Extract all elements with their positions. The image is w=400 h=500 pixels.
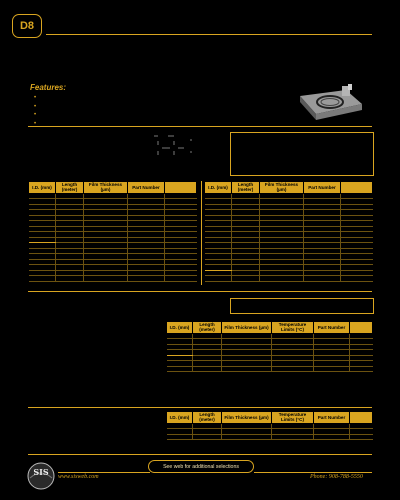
spec-table-middle <box>166 321 373 372</box>
feature-bullet <box>34 103 39 112</box>
section-code: D8 <box>19 20 35 32</box>
column-photo <box>292 82 364 122</box>
column-header: Length (meter) <box>56 182 84 194</box>
column-header: Temperature Limits (°C) <box>272 412 314 424</box>
features-title: Features: <box>30 83 67 92</box>
table-row <box>29 276 197 282</box>
spec-table-left <box>28 181 197 282</box>
table-divider <box>201 181 202 285</box>
column-header: Film Thickness (µm) <box>260 182 304 194</box>
logo-text: SIS <box>33 467 49 477</box>
column-header: I.D. (mm) <box>205 182 232 194</box>
column-header: Film Thickness (µm) <box>222 322 272 334</box>
table-row <box>205 276 373 282</box>
website-link[interactable]: www.sisweb.com <box>58 474 99 480</box>
header-rule <box>46 34 372 35</box>
section-rule <box>28 407 372 408</box>
column-header: Temperature Limits (°C) <box>272 322 314 334</box>
column-header: Part Number <box>304 182 341 194</box>
column-header: Part Number <box>314 412 350 424</box>
column-header: Length (meter) <box>193 412 222 424</box>
section-badge <box>12 14 42 38</box>
section-rule <box>28 454 372 455</box>
column-header: Part Number <box>314 322 350 334</box>
spec-table-bottom <box>166 411 373 440</box>
phase-structure-diagram <box>148 132 200 160</box>
info-box <box>230 132 374 176</box>
column-header <box>350 412 373 424</box>
section-rule <box>28 126 372 127</box>
phone-number: Phone: 908-788-5550 <box>310 474 363 480</box>
table-row <box>167 366 373 372</box>
column-header <box>341 182 373 194</box>
column-header <box>165 182 197 194</box>
spec-table-right <box>204 181 373 282</box>
info-box <box>230 298 374 314</box>
features-list <box>34 94 39 128</box>
table-row <box>167 434 373 440</box>
footer-rule <box>58 472 150 473</box>
column-header: Film Thickness (µm) <box>222 412 272 424</box>
feature-bullet <box>34 111 39 120</box>
section-rule <box>28 291 372 292</box>
see-web-button[interactable]: See web for additional selections <box>148 460 254 473</box>
column-header: Part Number <box>128 182 165 194</box>
column-header: I.D. (mm) <box>29 182 56 194</box>
column-header: I.D. (mm) <box>167 412 193 424</box>
column-header: Length (meter) <box>193 322 222 334</box>
feature-bullet <box>34 94 39 103</box>
column-header: Film Thickness (µm) <box>84 182 128 194</box>
column-header: Length (meter) <box>232 182 260 194</box>
sis-logo <box>26 462 56 490</box>
footer-rule <box>254 472 372 473</box>
column-header: I.D. (mm) <box>167 322 193 334</box>
column-header <box>350 322 373 334</box>
